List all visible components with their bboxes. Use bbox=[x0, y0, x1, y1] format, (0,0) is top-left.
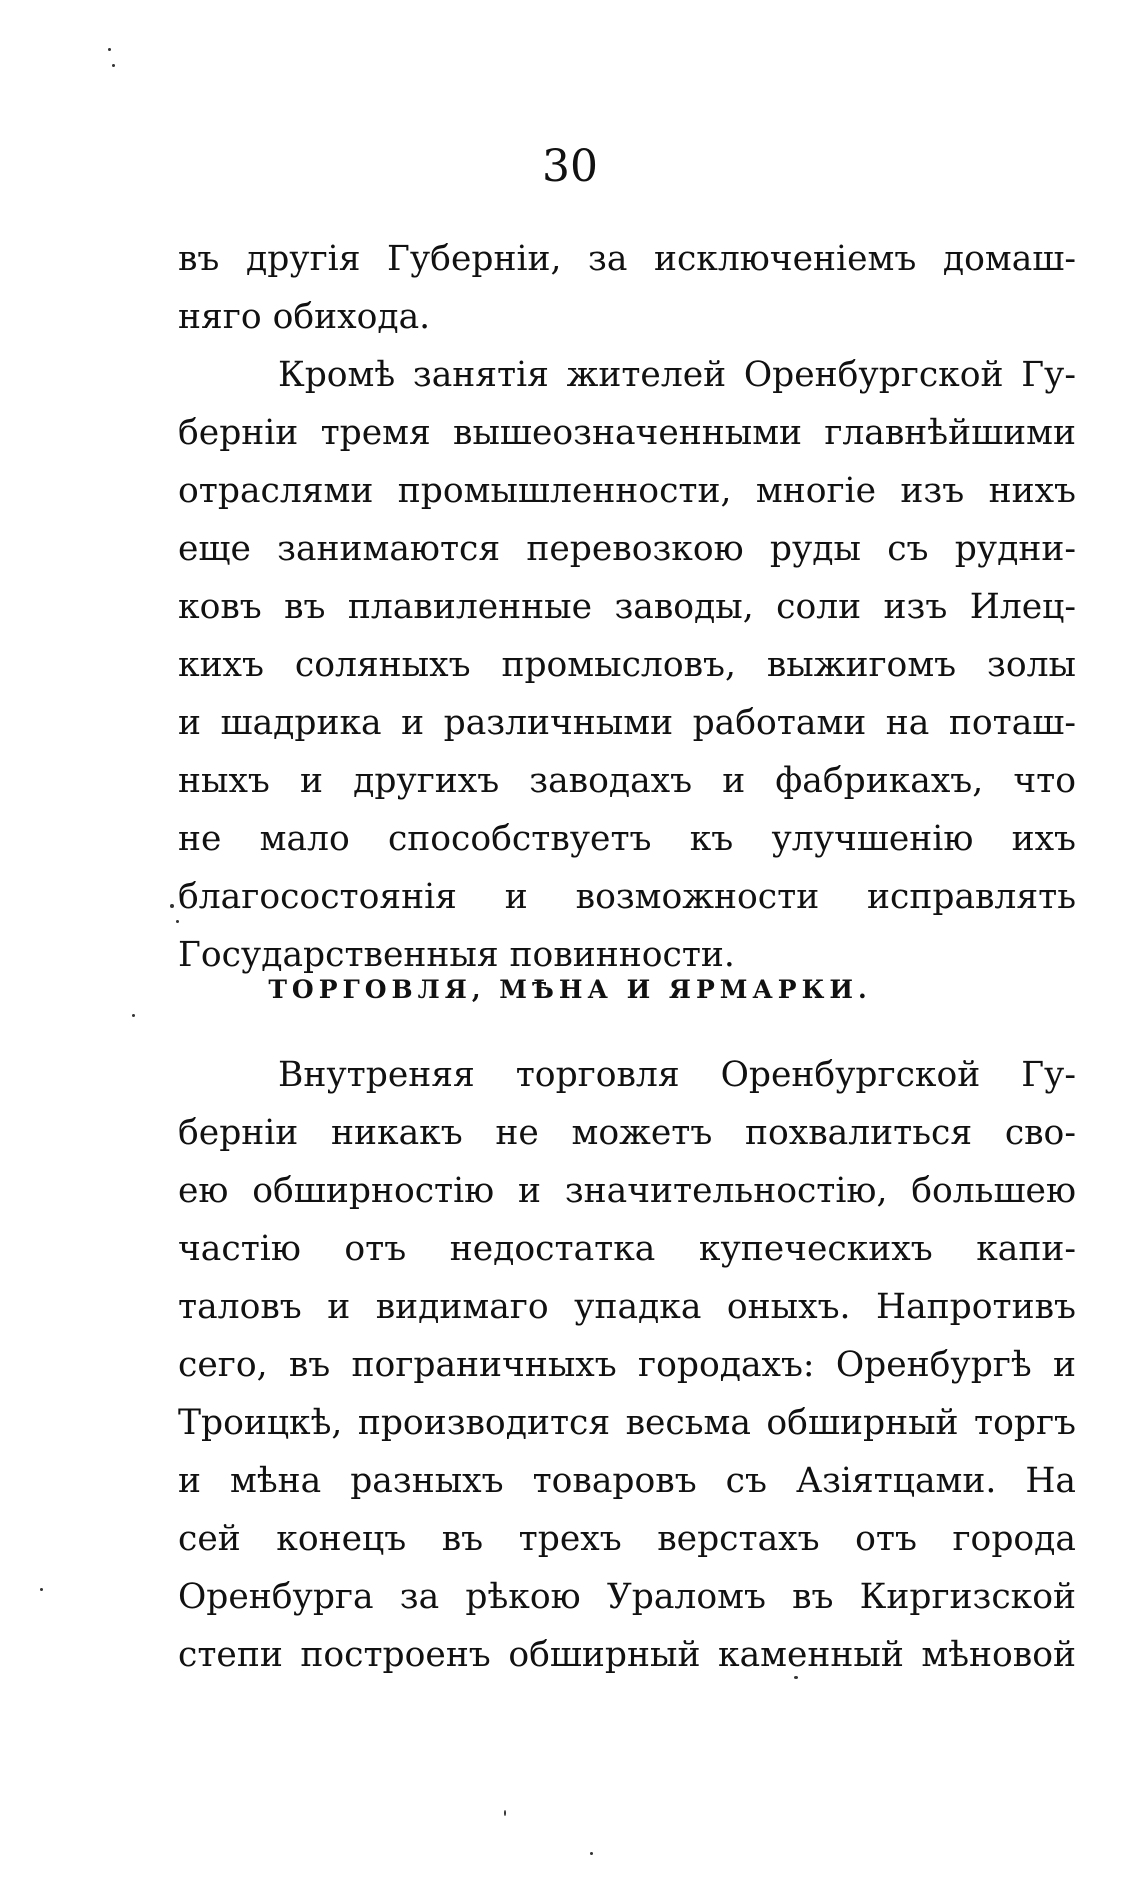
text-line: таловъ и видимаго упадка оныхъ. Напротивъ bbox=[178, 1287, 1076, 1327]
text-line: и мѣна разныхъ товаровъ съ Азіятцами. На bbox=[178, 1461, 1076, 1501]
paragraph-occupations bbox=[178, 346, 1076, 984]
text-line: берніи никакъ не можетъ похвалиться сво- bbox=[178, 1113, 1076, 1153]
text-line: и шадрика и различными работами на поташ- bbox=[178, 703, 1076, 743]
scan-speck bbox=[176, 920, 179, 923]
text-line: еще занимаются перевозкою руды съ рудни- bbox=[178, 529, 1076, 569]
text-line: не мало способствуетъ къ улучшенію ихъ bbox=[178, 819, 1076, 859]
text-line: Государственныя повинности. bbox=[178, 935, 735, 975]
text-line: частію отъ недостатка купеческихъ капи- bbox=[178, 1229, 1076, 1269]
text-line: Оренбурга за рѣкою Ураломъ въ Киргизской bbox=[178, 1577, 1076, 1617]
scan-speck bbox=[40, 1588, 43, 1591]
scan-speck bbox=[170, 904, 174, 908]
text-line: сего, въ пограничныхъ городахъ: Оренбургѣ и bbox=[178, 1345, 1076, 1385]
text-line: ковъ въ плавиленные заводы, соли изъ Илец- bbox=[178, 587, 1076, 627]
text-line: отраслями промышленности, многіе изъ нихъ bbox=[178, 471, 1076, 511]
text-line: въ другія Губерніи, за исключеніемъ домаш- bbox=[178, 239, 1076, 279]
paragraph-trade bbox=[178, 1046, 1076, 1684]
page-number: 30 bbox=[542, 141, 598, 192]
text-line: Троицкѣ, производится весьма обширный торгъ bbox=[178, 1403, 1076, 1443]
text-line: Внутреняя торговля Оренбургской Гу- bbox=[278, 1055, 1076, 1095]
text-line: ныхъ и другихъ заводахъ и фабрикахъ, что bbox=[178, 761, 1076, 801]
scan-speck bbox=[794, 1676, 798, 1679]
text-line: ею обширностію и значительностію, большею bbox=[178, 1171, 1076, 1211]
text-line: няго обихода. bbox=[178, 297, 431, 337]
text-line: благосостоянія и возможности исправлять bbox=[178, 877, 1076, 917]
text-line: берніи тремя вышеозначенными главнѣйшими bbox=[178, 413, 1076, 453]
scan-speck bbox=[132, 1014, 135, 1017]
scan-speck bbox=[108, 48, 111, 51]
text-line: кихъ соляныхъ промысловъ, выжигомъ золы bbox=[178, 645, 1076, 685]
scan-speck bbox=[590, 1852, 593, 1855]
text-line: степи построенъ обширный каменный мѣновой bbox=[178, 1635, 1076, 1675]
paragraph-continuation bbox=[178, 230, 1076, 346]
text-line: Кромѣ занятія жителей Оренбургской Гу- bbox=[278, 355, 1076, 395]
scan-speck bbox=[504, 1810, 506, 1816]
scan-speck bbox=[112, 64, 115, 67]
section-heading: ТОРГОВЛЯ, МѢНА И ЯРМАРКИ. bbox=[268, 975, 872, 1004]
text-line: сей конецъ въ трехъ верстахъ отъ города bbox=[178, 1519, 1076, 1559]
